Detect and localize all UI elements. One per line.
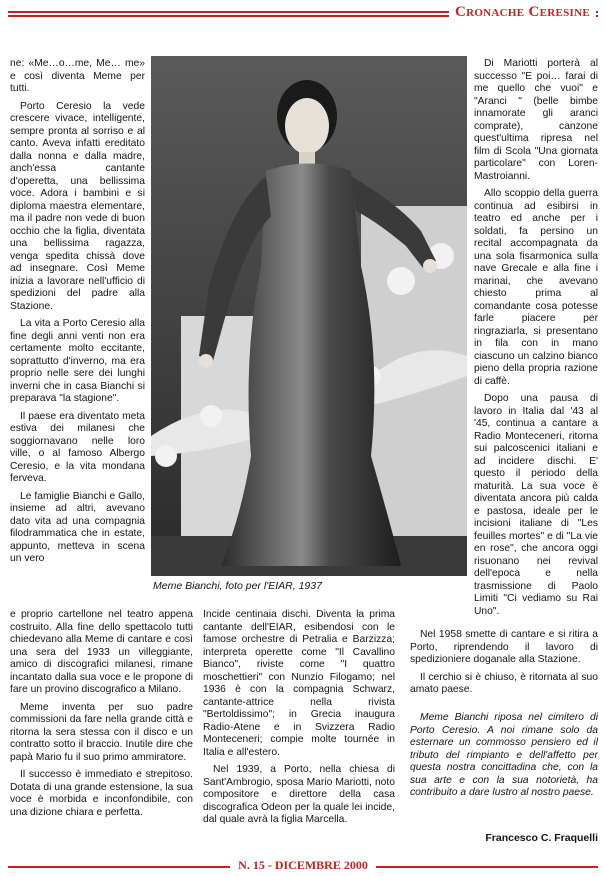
paragraph: Di Mariotti porterà al successo "E poi… farai di me quello che vuoi" e "Aranci " (belle bimbe innamorate gli aranci comprate), canzone quest'ultima ripresa nel film di Scola "Una giornata particolare" con Loren-Mastroianni. [474, 58, 598, 182]
paragraph: Il successo è immediato e strepitoso. Dotata di una grande estensione, la sua voce è morbida e inconfondibile, con una dizione chiara e perfetta. [10, 769, 193, 818]
paragraph: Meme Bianchi riposa nel cimitero di Porto Ceresio. A noi rimane solo da esternare un commosso pensiero ed il tributo del rimpianto e dell'affetto per questa nostra concittadina che, con la sua arte e con la sua notorietà, ha contribuito a dare lustro al nostro paese. [410, 712, 598, 798]
paragraph: Nel 1958 smette di cantare e si ritira a Porto, riprendendo il lavoro di spedizioniere doganale alla Stazione. [410, 629, 598, 665]
paragraph: Il paese era diventato meta estiva dei milanesi che soggiornavano nelle loro ville, o al famoso Albergo Ceresio, e la vita mondana ferveva. [10, 410, 145, 484]
paragraph: Meme inventa per suo padre commissioni da fare nella grande città e ritorna la sera stessa con il disco e un contratto sotto il braccio. Inutile dire che papà Mario fu il suo primo ammiratore. [10, 701, 193, 763]
photo-caption: Meme Bianchi, foto per l'EIAR, 1937 [153, 580, 322, 592]
column-bottom-left [10, 609, 193, 824]
column-bottom-middle [203, 609, 395, 832]
column-bottom-right [410, 629, 598, 702]
section-title: Cronache Ceresine [449, 4, 596, 21]
paragraph: La vita a Porto Ceresio alla fine degli anni venti non era certamente molto eccitante, soprattutto d'inverno, ma era proprio nelle sere dei lunghi inverni che in casa Bianchi si preparava "la stagione". [10, 318, 145, 404]
paragraph: Dopo una pausa di lavoro in Italia dal '43 al '45, continua a cantare a Radio Monteceneri, ritorna sui palcoscenici italiani e ad incidere dischi. E' questo il periodo della maturità. La sua voce è diventata ancora più calda e pastosa, ideale per le incisioni italiane di "Les feuilles mortes" e di "La vie en rose", che ancora oggi risuonano nei revival dell'epoca e nella trasmissione di Paolo Limiti "Ci vediamo su Rai Uno". [474, 393, 598, 617]
footer-issue [0, 856, 606, 874]
portrait-illustration [151, 56, 467, 576]
paragraph: Allo scoppio della guerra continua ad esibirsi in teatro ed anche per i soldati, fa persino un recital accompagnata da una sola fisarmonica sulla nave Grecale e alla fine i marinai, che avevano chiesto prima al comandante cosa potesse farle piacere per ringraziarla, si presentano in fila con in mano ciascuno un calzino bianco pieno della propria razione di caffè. [474, 188, 598, 387]
issue-label: N. 15 - DICEMBRE 2000 [230, 858, 376, 872]
paragraph: Il cerchio si è chiuso, è ritornata al suo amato paese. [410, 671, 598, 695]
paragraph: ne: «Me…o…me, Me… me» e così diventa Meme per tutti. [10, 58, 145, 94]
closing-paragraph [410, 712, 598, 805]
author-signature: Francesco C. Fraquelli [485, 832, 598, 844]
paragraph: e proprio cartellone nel teatro appena costruito. Alla fine dello spettacolo tutti chiedevano alla Meme di cantare e così una sera del 1933 un villeggiante, amico di discografici milanesi, rimane incantato dalla sua voce e le propone di fare un provino discografico a Milano. [10, 609, 193, 695]
column-right-top [474, 58, 598, 623]
paragraph: Incide centinaia dischi. Diventa la prima cantante dell'EIAR, esibendosi con le famose orchestre di Petralia e Barzizza; interpreta operette come "Il Cavallino Bianco", riviste come "I quattro moschettieri" con Nunzio Filogamo; nel 1936 è con la compagnia Schwarz, cantante-attrice nella rivista "Bertoldissimo"; in Grecia inaugura Radio-Atene e in Svizzera Radio Monteceneri; compie molte tournée in Italia e all'estero. [203, 609, 395, 758]
paragraph: Porto Ceresio la vede crescere vivace, intelligente, sempre pronta al sorriso e al canto. Aveva infatti ereditato dalla nonna e dalla madre, anch'essa cantante d'operetta, una bellissima voce. Adora i bambini e si diploma maestra elementare, ma il padre non vede di buon occhio che la figlia, diventata una bellissima ragazza, venga spedita chissà dove ad insegnare. Così Meme inizia a lavorare nell'ufficio di spedizioni del padre alla Stazione. [10, 100, 145, 312]
paragraph: Nel 1939, a Porto, nella chiesa di Sant'Ambrogio, sposa Mario Mariotti, noto compositore e direttore della casa discografica Odeon per la quale lei incide, dal quale avrà la figlia Marcella. [203, 764, 395, 825]
portrait-photo [151, 56, 467, 576]
page-header [0, 0, 606, 26]
column-left-top [10, 58, 145, 571]
paragraph: Le famiglie Bianchi e Gallo, insieme ad altri, avevano dato vita ad una compagnia filodrammatica che in estate, appunto, metteva in scena un vero [10, 490, 145, 564]
